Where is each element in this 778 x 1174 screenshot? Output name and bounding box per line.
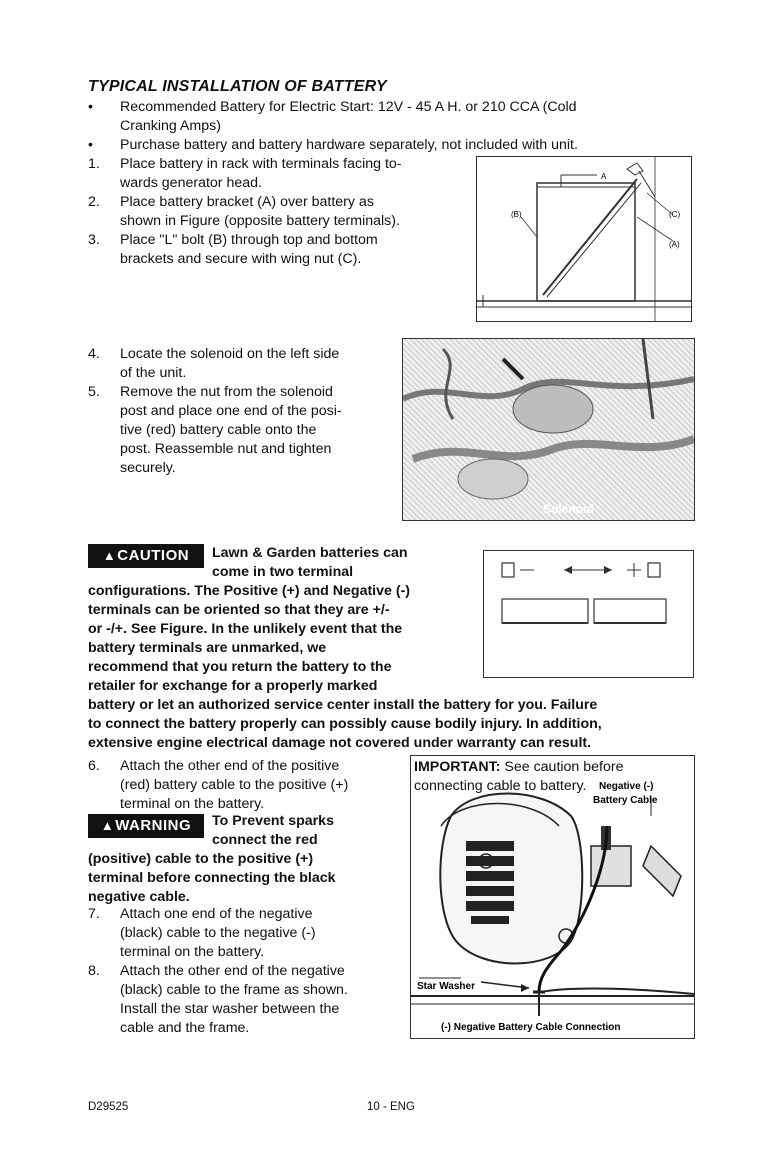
caution-line: Lawn & Garden batteries can [212,545,408,561]
caution-line: battery terminals are unmarked, we [88,640,327,656]
star-washer-label: Star Washer [417,981,475,992]
step-line: wards generator head. [120,175,262,191]
step-number: 2. [88,194,100,210]
bullet-line: Recommended Battery for Electric Start: 12V - 45 A H. or 210 CCA (Cold [120,99,577,115]
warning-line: negative cable. [88,889,190,905]
warning-line: (positive) cable to the positive (+) [88,851,314,867]
bullet-marker: • [88,137,93,153]
step-line: Attach one end of the negative [120,906,313,922]
solenoid-caption: Solenoid [543,502,594,516]
step-line: securely. [120,460,176,476]
step-line: Locate the solenoid on the left side [120,346,340,362]
caution-line: terminals can be oriented so that they are +/- [88,602,390,618]
warning-text-top [212,812,412,850]
step-number: 7. [88,906,100,922]
battery-cable-label: Battery Cable [593,795,658,806]
page-number: 10 - ENG [367,1101,415,1113]
solenoid-photo [402,338,695,521]
step-line: Place battery bracket (A) over battery as [120,194,374,210]
step-line: terminal on the battery. [120,796,265,812]
caution-line: to connect the battery properly can possibly cause bodily injury. In addition, [88,716,602,732]
step-line: (red) battery cable to the positive (+) [120,777,349,793]
caution-line: battery or let an authorized service center install the battery for you. Failure [88,697,598,713]
step-number: 4. [88,346,100,362]
warning-line: To Prevent sparks [212,813,334,829]
negative-cable-label: Negative (-) [599,781,654,792]
step-line: (black) cable to the negative (-) [120,925,316,941]
bullet-marker: • [88,99,93,115]
step-number: 5. [88,384,100,400]
step-line: Attach the other end of the positive [120,758,340,774]
step-line: Place battery in rack with terminals facing to- [120,156,402,172]
warning-triangle-icon: ▲ [102,548,117,563]
terminal-orientation-figure [483,550,694,678]
caution-badge [88,544,204,568]
step-line: post and place one end of the posi- [120,403,342,419]
bullet-line: Cranking Amps) [120,118,221,134]
step-line: Remove the nut from the solenoid [120,384,333,400]
warning-badge-label: WARNING [115,817,192,834]
step-number: 3. [88,232,100,248]
important-text-1: See caution before [500,759,624,775]
step-line: Attach the other end of the negative [120,963,345,979]
caution-line: extensive engine electrical damage not covered under warranty can result. [88,735,592,751]
step-number: 6. [88,758,100,774]
negative-cable-figure [410,755,695,1039]
warning-line: terminal before connecting the black [88,870,336,886]
bracket-diagram [477,157,691,321]
step-line: tive (red) battery cable onto the [120,422,317,438]
solenoid-photo-illustration [403,339,694,520]
step-line: shown in Figure (opposite battery terminals). [120,213,400,229]
label-a: (A) [669,240,680,249]
bullet-line: Purchase battery and battery hardware separately, not included with unit. [120,137,578,153]
caution-text-top [212,544,482,582]
step-line: of the unit. [120,365,187,381]
warning-text [88,850,408,907]
negative-cable-illustration [411,756,694,1038]
battery-bracket-figure [476,156,692,322]
important-label: IMPORTANT: [414,759,501,775]
step-line: terminal on the battery. [120,944,265,960]
step-line: Install the star washer between the [120,1001,340,1017]
bracket-top-label: A [601,172,607,181]
label-c: (C) [669,210,681,219]
warning-badge [88,814,204,838]
step-number: 8. [88,963,100,979]
caution-line: or -/+. See Figure. In the unlikely event that the [88,621,403,637]
important-text-2: connecting cable to battery. [414,778,587,794]
document-id: D29525 [88,1101,129,1113]
page-title: TYPICAL INSTALLATION OF BATTERY [88,78,387,95]
label-b: (B) [511,210,522,219]
step-line: brackets and secure with wing nut (C). [120,251,362,267]
step-line: (black) cable to the frame as shown. [120,982,348,998]
step-line: cable and the frame. [120,1020,250,1036]
terminal-diagram [484,551,693,677]
caution-line: recommend that you return the battery to the [88,659,392,675]
caution-badge-label: CAUTION [117,547,190,564]
warning-line: connect the red [212,832,318,848]
caution-line: retailer for exchange for a properly marked [88,678,378,694]
warning-triangle-icon: ▲ [100,818,115,833]
caution-line: come in two terminal [212,564,354,580]
step-number: 1. [88,156,100,172]
step-line: Place "L" bolt (B) through top and bottom [120,232,378,248]
step-line: post. Reassemble nut and tighten [120,441,332,457]
figure-caption: (-) Negative Battery Cable Connection [441,1022,621,1033]
caution-line: configurations. The Positive (+) and Negative (-) [88,583,411,599]
